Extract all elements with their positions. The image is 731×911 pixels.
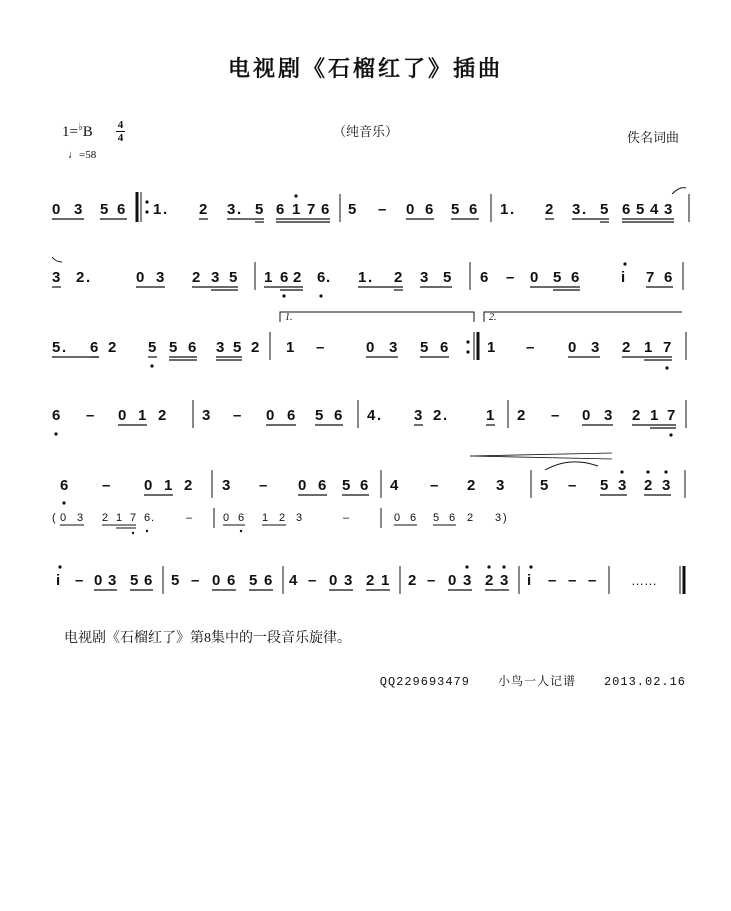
svg-text:7: 7 (130, 512, 137, 524)
svg-text:.: . (86, 269, 91, 286)
svg-text:6: 6 (238, 512, 245, 524)
svg-text:6: 6 (410, 512, 417, 524)
svg-text:–: – (568, 477, 577, 494)
svg-text:7: 7 (667, 407, 676, 424)
svg-text:7: 7 (663, 339, 672, 356)
svg-text:5: 5 (433, 512, 440, 524)
svg-text:–: – (427, 572, 436, 589)
svg-text:3: 3 (420, 269, 429, 286)
svg-text:6: 6 (360, 477, 369, 494)
svg-text:): ) (503, 512, 507, 524)
svg-text:4: 4 (367, 407, 376, 424)
svg-text:4: 4 (390, 477, 399, 494)
svg-text:5: 5 (420, 339, 429, 356)
key-prefix: 1= (62, 124, 78, 140)
svg-text:0: 0 (223, 512, 230, 524)
svg-text:3: 3 (664, 201, 673, 218)
svg-text:–: – (588, 572, 597, 589)
svg-text:0: 0 (366, 339, 375, 356)
svg-text:3: 3 (389, 339, 398, 356)
svg-text:3: 3 (495, 512, 502, 524)
svg-text:6: 6 (317, 269, 326, 286)
score-row-1 (52, 188, 689, 222)
svg-text:6: 6 (144, 572, 153, 589)
svg-text:6: 6 (287, 407, 296, 424)
svg-text:3: 3 (216, 339, 225, 356)
svg-text:3: 3 (202, 407, 211, 424)
svg-text:5: 5 (229, 269, 238, 286)
svg-text:3: 3 (77, 512, 84, 524)
svg-text:0: 0 (568, 339, 577, 356)
svg-text:2: 2 (199, 201, 208, 218)
score-row-5 (60, 453, 685, 505)
svg-text:–: – (430, 477, 439, 494)
svg-text:.: . (326, 269, 331, 286)
svg-text:0: 0 (582, 407, 591, 424)
svg-text:5: 5 (348, 201, 357, 218)
svg-text:2: 2 (632, 407, 641, 424)
svg-text:7: 7 (307, 201, 316, 218)
svg-text:3: 3 (227, 201, 236, 218)
svg-text:–: – (86, 407, 95, 424)
svg-text:1: 1 (138, 407, 147, 424)
svg-text:3: 3 (500, 572, 509, 589)
svg-text:2: 2 (408, 572, 417, 589)
svg-text:–: – (548, 572, 557, 589)
svg-text:–: – (233, 407, 242, 424)
svg-text:1: 1 (262, 512, 269, 524)
svg-text:1: 1 (486, 407, 495, 424)
svg-text:6: 6 (480, 269, 489, 286)
tempo-marking: ♩=58 (68, 149, 97, 161)
svg-text:6: 6 (227, 572, 236, 589)
svg-text:5: 5 (171, 572, 180, 589)
transcriber-credit (0, 672, 686, 689)
ending-ellipsis: …… (631, 573, 657, 588)
svg-text:0: 0 (144, 477, 153, 494)
svg-text:5: 5 (52, 339, 61, 356)
svg-text:–: – (343, 512, 350, 524)
svg-text:6: 6 (440, 339, 449, 356)
svg-text:0: 0 (448, 572, 457, 589)
svg-text:3: 3 (604, 407, 613, 424)
svg-text:.: . (443, 407, 448, 424)
svg-text:6: 6 (280, 269, 289, 286)
score-row-3 (52, 312, 686, 370)
svg-text:3: 3 (618, 477, 627, 494)
svg-text:0: 0 (329, 572, 338, 589)
svg-text:6: 6 (52, 407, 61, 424)
svg-text:6: 6 (449, 512, 456, 524)
svg-text:i: i (621, 269, 626, 286)
score-title: 电视剧《石榴红了》插曲 (227, 56, 503, 81)
svg-text:–: – (316, 339, 325, 356)
credit-name: 小鸟一人记谱 (497, 675, 576, 689)
svg-text:.: . (163, 201, 168, 218)
svg-text:0: 0 (298, 477, 307, 494)
svg-text:0: 0 (394, 512, 401, 524)
svg-text:6: 6 (469, 201, 478, 218)
svg-text:6: 6 (60, 477, 69, 494)
svg-text:3: 3 (211, 269, 220, 286)
svg-text:6: 6 (264, 572, 273, 589)
svg-text:6: 6 (571, 269, 580, 286)
svg-text:6: 6 (276, 201, 285, 218)
svg-text:1: 1 (650, 407, 659, 424)
score-row-6 (56, 565, 684, 594)
svg-text:5: 5 (451, 201, 460, 218)
svg-text:5: 5 (100, 201, 109, 218)
svg-text:1: 1 (292, 201, 301, 218)
svg-text:2: 2 (279, 512, 286, 524)
svg-text:0: 0 (530, 269, 539, 286)
svg-text:2: 2 (545, 201, 554, 218)
svg-text:0: 0 (94, 572, 103, 589)
svg-text:.: . (510, 201, 515, 218)
svg-text:5: 5 (130, 572, 139, 589)
svg-text:1: 1 (381, 572, 390, 589)
svg-text:6: 6 (425, 201, 434, 218)
svg-text:6: 6 (144, 512, 151, 524)
key-note: B (82, 124, 93, 140)
svg-text:2: 2 (394, 269, 403, 286)
credit-date: 2013.02.16 (603, 675, 686, 689)
svg-text:3: 3 (572, 201, 581, 218)
svg-text:4: 4 (289, 572, 298, 589)
svg-text:5: 5 (169, 339, 178, 356)
svg-text:5: 5 (148, 339, 157, 356)
credit-qq: QQ229693479 (379, 675, 470, 689)
svg-text:1: 1 (164, 477, 173, 494)
svg-text:3: 3 (108, 572, 117, 589)
svg-text:6: 6 (321, 201, 330, 218)
svg-text:2: 2 (158, 407, 167, 424)
svg-text:5: 5 (443, 269, 452, 286)
svg-text:3: 3 (414, 407, 423, 424)
svg-text:3: 3 (463, 572, 472, 589)
svg-text:2: 2 (644, 477, 653, 494)
svg-text:6: 6 (90, 339, 99, 356)
svg-text:0: 0 (136, 269, 145, 286)
svg-text:6: 6 (188, 339, 197, 356)
footer-note: 电视剧《石榴红了》第8集中的一段音乐旋律。 (64, 631, 351, 646)
svg-text:0: 0 (212, 572, 221, 589)
svg-text:2: 2 (192, 269, 201, 286)
svg-text:–: – (186, 512, 193, 524)
svg-text:6: 6 (664, 269, 673, 286)
svg-text:i: i (56, 572, 61, 589)
svg-text:–: – (568, 572, 577, 589)
svg-text:5: 5 (600, 477, 609, 494)
svg-text:.: . (582, 201, 587, 218)
svg-text:5: 5 (233, 339, 242, 356)
svg-text:2: 2 (467, 477, 476, 494)
svg-text:–: – (259, 477, 268, 494)
svg-text:1: 1 (500, 201, 509, 218)
svg-text:2: 2 (293, 269, 302, 286)
svg-text:2: 2 (108, 339, 117, 356)
score-row-2 (52, 257, 683, 298)
svg-text:2: 2 (485, 572, 494, 589)
svg-text:1: 1 (153, 201, 162, 218)
svg-text:6: 6 (334, 407, 343, 424)
svg-text:3: 3 (222, 477, 231, 494)
time-sig-bottom: 4 (117, 132, 124, 144)
accompaniment-line (52, 508, 507, 534)
author-credit: 佚名词曲 (626, 130, 679, 145)
svg-text:.: . (62, 339, 67, 356)
svg-text:2: 2 (251, 339, 260, 356)
svg-text:5: 5 (540, 477, 549, 494)
svg-text:6: 6 (622, 201, 631, 218)
svg-text:3: 3 (662, 477, 671, 494)
svg-text:2: 2 (76, 269, 85, 286)
svg-text:0: 0 (60, 512, 67, 524)
svg-text:0: 0 (266, 407, 275, 424)
svg-text:3: 3 (156, 269, 165, 286)
svg-text:6: 6 (117, 201, 126, 218)
svg-text:–: – (308, 572, 317, 589)
volta-1: 1. (285, 312, 293, 323)
svg-text:5: 5 (342, 477, 351, 494)
svg-text:5: 5 (249, 572, 258, 589)
svg-text:2: 2 (467, 512, 474, 524)
svg-text:1: 1 (487, 339, 496, 356)
svg-text:.: . (237, 201, 242, 218)
svg-text:3: 3 (344, 572, 353, 589)
performance-style: （纯音乐） (332, 124, 398, 139)
score-row-4 (52, 400, 686, 437)
svg-text:6: 6 (318, 477, 327, 494)
time-sig-top: 4 (117, 119, 124, 131)
svg-text:2: 2 (102, 512, 109, 524)
svg-text:1: 1 (358, 269, 367, 286)
svg-text:3: 3 (591, 339, 600, 356)
svg-text:.: . (368, 269, 373, 286)
svg-text:2: 2 (622, 339, 631, 356)
svg-text:.: . (377, 407, 382, 424)
svg-text:1: 1 (264, 269, 273, 286)
svg-text:0: 0 (118, 407, 127, 424)
svg-text:–: – (526, 339, 535, 356)
svg-text:–: – (551, 407, 560, 424)
svg-text:1: 1 (286, 339, 295, 356)
svg-text:1: 1 (116, 512, 123, 524)
svg-text:2: 2 (433, 407, 442, 424)
svg-text:5: 5 (636, 201, 645, 218)
svg-text:5: 5 (255, 201, 264, 218)
key-flat: ♭ (77, 122, 83, 133)
svg-text:–: – (506, 269, 515, 286)
svg-text:0: 0 (52, 201, 61, 218)
svg-text:–: – (191, 572, 200, 589)
svg-text:5: 5 (315, 407, 324, 424)
svg-text:2: 2 (184, 477, 193, 494)
svg-text:2: 2 (517, 407, 526, 424)
svg-text:0: 0 (406, 201, 415, 218)
svg-text:4: 4 (650, 201, 659, 218)
svg-text:3: 3 (52, 269, 61, 286)
svg-text:–: – (75, 572, 84, 589)
svg-text:3: 3 (296, 512, 303, 524)
svg-text:1: 1 (644, 339, 653, 356)
svg-text:(: ( (52, 512, 56, 524)
svg-text:–: – (378, 201, 387, 218)
svg-text:5: 5 (553, 269, 562, 286)
svg-text:3: 3 (496, 477, 505, 494)
svg-text:i: i (527, 572, 532, 589)
svg-text:–: – (102, 477, 111, 494)
svg-text:7: 7 (646, 269, 655, 286)
svg-text:3: 3 (74, 201, 83, 218)
svg-text:5: 5 (600, 201, 609, 218)
volta-2: 2. (489, 312, 497, 323)
svg-text:2: 2 (366, 572, 375, 589)
svg-text:.: . (151, 512, 155, 524)
